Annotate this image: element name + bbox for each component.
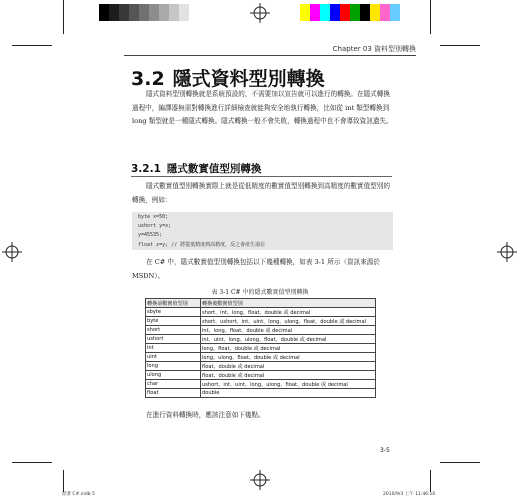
crop-mark-top-left-v <box>63 0 64 34</box>
registration-mark-bottom-icon <box>250 470 270 490</box>
color-swatch <box>340 4 350 21</box>
table-header-row <box>146 299 376 308</box>
code-line: float z=y; // 將從低精度到高精度，反之會產生溢位 <box>138 242 266 248</box>
section-title: 隱式資料型別轉換 <box>172 68 325 90</box>
crop-mark-top-left-h <box>12 45 52 46</box>
table-row <box>146 326 376 335</box>
subsection-title: 隱式數實值型別轉換 <box>166 163 262 175</box>
crop-mark-bottom-left-v <box>63 470 64 492</box>
conversion-table <box>145 298 376 398</box>
crop-mark-bottom-right-h <box>440 462 480 463</box>
cell-to-types: float、double 或 decimal <box>201 362 376 371</box>
color-swatch <box>330 4 340 21</box>
cell-from-type: int <box>146 344 201 353</box>
table-row <box>146 344 376 353</box>
grayscale-swatch <box>149 4 159 21</box>
table-row <box>146 362 376 371</box>
table-row <box>146 389 376 398</box>
slug-left: 原著 C#.indb 5 <box>62 492 95 497</box>
grayscale-swatch <box>129 4 139 21</box>
crop-mark-top-right-h <box>440 45 480 46</box>
crop-mark-top-right-v <box>430 0 431 34</box>
cell-from-type: byte <box>146 317 201 326</box>
color-swatch <box>370 4 380 21</box>
color-swatch <box>320 4 330 21</box>
table-row <box>146 335 376 344</box>
grayscale-swatch <box>159 4 169 21</box>
header-rule <box>124 55 416 56</box>
grayscale-calibration-bar <box>99 4 199 21</box>
registration-mark-top-icon <box>250 3 270 23</box>
cell-from-type: ulong <box>146 371 201 380</box>
subsection-rule <box>131 176 392 177</box>
cell-to-types: double <box>201 389 376 398</box>
code-line: y=45535; <box>138 232 163 238</box>
grayscale-swatch <box>179 4 189 21</box>
crop-mark-bottom-right-v <box>430 470 431 492</box>
cell-to-types: float、double 或 decimal <box>201 371 376 380</box>
cell-from-type: long <box>146 362 201 371</box>
cell-to-types: int、long、float、double 或 decimal <box>201 326 376 335</box>
table-row <box>146 317 376 326</box>
color-calibration-bar <box>300 4 400 21</box>
crop-mark-bottom-left-h <box>12 462 52 463</box>
grayscale-swatch <box>109 4 119 21</box>
grayscale-swatch <box>189 4 199 21</box>
subsection-number: 3.2.1 <box>131 163 161 175</box>
color-swatch <box>350 4 360 21</box>
cell-to-types: ushort、int、uint、long、ulong、float、double 或 decimal <box>201 380 376 389</box>
code-line: byte x=50; <box>138 214 169 220</box>
table-row <box>146 380 376 389</box>
cell-from-type: uint <box>146 353 201 362</box>
color-swatch <box>310 4 320 21</box>
section-heading <box>131 64 325 91</box>
table-row <box>146 308 376 317</box>
table-caption: 表 3-1 C# 中的隱式數實值型別轉換 <box>211 289 309 296</box>
cell-from-type: ushort <box>146 335 201 344</box>
registration-mark-left-icon <box>2 242 22 262</box>
cell-from-type: char <box>146 380 201 389</box>
cell-to-types: short、ushort、int、uint、long、ulong、float、double 或 decimal <box>201 317 376 326</box>
after-code-paragraph: 在 C# 中，隱式數實值型別轉換包括以下幾種轉換，如表 3-1 所示（資訊來源於 MSDN）。 <box>132 258 380 280</box>
color-swatch <box>360 4 370 21</box>
grayscale-swatch <box>139 4 149 21</box>
column-header-from: 轉換前數實值型別 <box>146 299 201 308</box>
table-row <box>146 353 376 362</box>
subsection-heading <box>131 161 261 176</box>
grayscale-swatch <box>99 4 109 21</box>
cell-to-types: int、uint、long、ulong、float、double 或 decimal <box>201 335 376 344</box>
color-swatch <box>380 4 390 21</box>
closing-paragraph: 在進行資料轉換時，應該注意如下幾點。 <box>146 411 265 419</box>
code-block <box>132 212 393 250</box>
cell-to-types: long、float、double 或 decimal <box>201 344 376 353</box>
page-number: 3-5 <box>380 447 390 454</box>
intro-paragraph: 隱式資料型別轉換就是系統預設的，不需要加以宣告就可以進行的轉換。在隱式轉換過程中，編譯器無需對轉換進行詳細檢查就能夠安全地執行轉換，比如從 int 類型轉換到 long 類型就是一種隱式轉換。隱式轉換一般不會失敗，轉換過程中也不會導致資訊遺失。 <box>132 90 393 125</box>
cell-to-types: long、ulong、float、double 或 decimal <box>201 353 376 362</box>
section-number: 3.2 <box>131 68 165 90</box>
code-line: ushort y=x; <box>138 223 172 229</box>
grayscale-swatch <box>169 4 179 21</box>
chapter-label: Chapter 03 資料型別轉換 <box>332 45 416 53</box>
color-swatch <box>390 4 400 21</box>
cell-from-type: float <box>146 389 201 398</box>
cell-from-type: sbyte <box>146 308 201 317</box>
slug-right: 2010/9/3 上午 11:46:10 <box>383 492 436 497</box>
registration-mark-right-icon <box>497 242 517 262</box>
subsection-paragraph: 隱式數實值型別轉換實際上就是從低精度的數實值型別轉換到高精度的數實值型別的轉換，例如： <box>132 182 390 204</box>
cell-from-type: short <box>146 326 201 335</box>
cell-to-types: short、int、long、float、double 或 decimal <box>201 308 376 317</box>
column-header-to: 轉換後數實值型別 <box>201 299 376 308</box>
color-swatch <box>300 4 310 21</box>
table-row <box>146 371 376 380</box>
grayscale-swatch <box>119 4 129 21</box>
